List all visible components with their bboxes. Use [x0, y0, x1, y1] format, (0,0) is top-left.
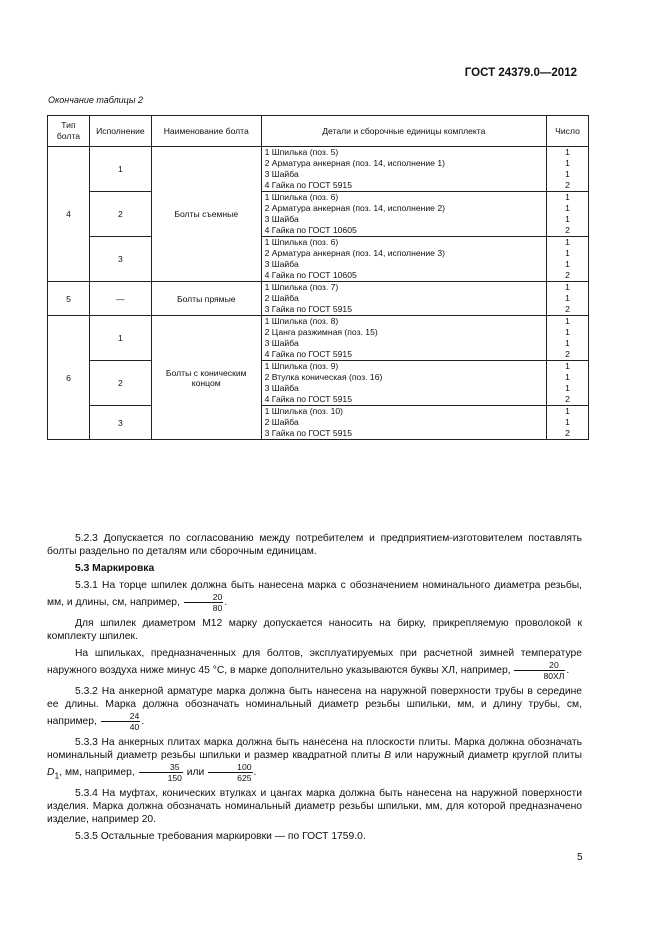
bolt-kit-table	[47, 115, 589, 440]
cell-count	[547, 316, 589, 361]
count-line: 1	[565, 169, 570, 179]
detail-line: 4 Гайка по ГОСТ 10605	[264, 225, 357, 235]
detail-line: 2 Шайба	[264, 293, 299, 303]
detail-line: 4 Гайка по ГОСТ 5915	[264, 180, 352, 190]
header-variant: Исполнение	[89, 116, 151, 147]
header-count: Число	[547, 116, 589, 147]
detail-line: 3 Шайба	[264, 383, 299, 393]
detail-line: 4 Гайка по ГОСТ 5915	[264, 349, 352, 359]
count-line: 1	[565, 248, 570, 258]
count-line: 1	[565, 203, 570, 213]
detail-line: 3 Шайба	[264, 214, 299, 224]
count-line: 1	[565, 237, 570, 247]
cell-bolt-type: 4	[48, 147, 90, 282]
paragraph-5-3-3-text-e: , мм, например,	[59, 767, 135, 779]
detail-line: 1 Шпилька (поз. 6)	[264, 192, 339, 202]
count-line: 1	[565, 282, 570, 292]
variable-d: D	[47, 767, 55, 779]
cell-count	[547, 192, 589, 237]
header-bolt-type: Тип болта	[48, 116, 90, 147]
count-line: 1	[565, 214, 570, 224]
document-id: ГОСТ 24379.0—2012	[464, 67, 577, 79]
detail-line: 3 Гайка по ГОСТ 5915	[264, 428, 352, 438]
count-line: 1	[565, 293, 570, 303]
or-word: или	[186, 767, 205, 779]
detail-line: 2 Арматура анкерная (поз. 14, исполнение 3)	[264, 248, 445, 258]
count-line: 1	[565, 147, 570, 157]
cell-details	[261, 147, 546, 192]
table-header-row	[48, 116, 589, 147]
detail-line: 1 Шпилька (поз. 5)	[264, 147, 339, 157]
cell-count	[547, 361, 589, 406]
detail-line: 3 Шайба	[264, 259, 299, 269]
table-row	[48, 192, 589, 237]
count-line: 2	[565, 428, 570, 438]
variable-d-subscript: 1	[54, 770, 60, 781]
table-row	[48, 316, 589, 361]
fraction-numerator: 100	[208, 762, 252, 773]
fraction-denominator: 80ХЛ	[543, 671, 565, 681]
header-details: Детали и сборочные единицы комплекта	[261, 116, 546, 147]
table-row	[48, 237, 589, 282]
fraction-anchor-example	[101, 711, 141, 732]
cell-bolt-name: Болты с коническим концом	[151, 316, 261, 440]
cell-bolt-name: Болты съемные	[151, 147, 261, 282]
fraction-numerator: 24	[101, 711, 141, 722]
cell-count	[547, 147, 589, 192]
cell-count	[547, 406, 589, 440]
paragraph-5-3-2-text: 5.3.2 На анкерной арматуре марка должна быть нанесена на наружной поверхности трубы в середине ее длины. Марка должна обозначать номинальный диаметр резьбы шпильки, мм, и длину трубы, см, например,	[47, 686, 582, 728]
header-bolt-name: Наименование болта	[151, 116, 261, 147]
cell-variant: 2	[89, 192, 151, 237]
fraction-denominator: 40	[129, 722, 140, 732]
cell-variant: 1	[89, 316, 151, 361]
count-line: 2	[565, 225, 570, 235]
count-line: 1	[565, 192, 570, 202]
paragraph-5-2-3: 5.2.3 Допускается по согласованию между потребителем и предприятием-изготовителем поставлять болты раздельно по деталям или сборочным единицам.	[47, 533, 582, 557]
cell-variant: 3	[89, 237, 151, 282]
detail-line: 2 Арматура анкерная (поз. 14, исполнение 2)	[264, 203, 445, 213]
detail-line: 2 Цанга разжимная (поз. 15)	[264, 327, 378, 337]
fraction-numerator: 20	[514, 660, 565, 671]
body-text	[47, 532, 582, 847]
detail-line: 4 Гайка по ГОСТ 10605	[264, 270, 357, 280]
cell-variant: 3	[89, 406, 151, 440]
paragraph-5-3-5: 5.3.5 Остальные требования маркировки — по ГОСТ 1759.0.	[75, 831, 366, 842]
paragraph-5-3-3-text-c: или наружный диаметр круглой плиты	[394, 750, 582, 761]
detail-line: 1 Шпилька (поз. 7)	[264, 282, 339, 292]
detail-line: 1 Шпилька (поз. 8)	[264, 316, 339, 326]
detail-line: 2 Шайба	[264, 417, 299, 427]
fraction-mark-example-hl	[514, 660, 565, 681]
detail-line: 3 Шайба	[264, 169, 299, 179]
section-title-5-3: 5.3 Маркировка	[75, 563, 155, 574]
fraction-plate-example-2	[208, 762, 252, 783]
detail-line: 1 Шпилька (поз. 6)	[264, 237, 339, 247]
cell-variant: —	[89, 282, 151, 316]
fraction-mark-example	[184, 592, 224, 613]
cell-bolt-type: 5	[48, 282, 90, 316]
cell-bolt-name: Болты прямые	[151, 282, 261, 316]
paragraph-5-3-1-tag: Для шпилек диаметром М12 марку допускается наносить на бирку, прикрепляемую проволокой к комплекту шпилек.	[47, 618, 582, 642]
count-line: 1	[565, 316, 570, 326]
variable-b: B	[384, 750, 392, 761]
count-line: 1	[565, 338, 570, 348]
paragraph-5-3-1-text: 5.3.1 На торце шпилек должна быть нанесена марка с обозначением номинального диаметра резьбы, мм, и длины, см, например,	[47, 580, 582, 609]
cell-details	[261, 361, 546, 406]
cell-details	[261, 406, 546, 440]
detail-line: 1 Шпилька (поз. 9)	[264, 361, 339, 371]
cell-details	[261, 237, 546, 282]
table-row	[48, 282, 589, 316]
paragraph-5-3-4: 5.3.4 На муфтах, конических втулках и цангах марка должна быть нанесена на наружной поверхности изделия. Марка должна обозначать номинальный диаметр резьбы шпильки, мм, для которой предназначено изделие, например 20.	[47, 788, 582, 825]
cell-details	[261, 192, 546, 237]
count-line: 1	[565, 417, 570, 427]
paragraph-5-3-2: 5.3.2 На анкерной арматуре марка должна быть нанесена на наружной поверхности трубы в середине ее длины. Марка должна обозначать номинальный диаметр резьбы шпильки, мм, и длину трубы, см, например, $\frac{24}{40}$ .	[47, 686, 582, 732]
count-line: 1	[565, 372, 570, 382]
cell-variant: 2	[89, 361, 151, 406]
count-line: 2	[565, 394, 570, 404]
count-line: 1	[565, 361, 570, 371]
cell-details	[261, 316, 546, 361]
count-line: 2	[565, 270, 570, 280]
count-line: 1	[565, 259, 570, 269]
paragraph-5-3-1-cold-text: На шпильках, предназначенных для болтов, эксплуатируемых при расчетной зимней температуре наружного воздуха ниже минус 45 °С, в марке дополнительно указываются буквы ХЛ, например,	[47, 648, 582, 677]
page-number: 5	[577, 852, 583, 863]
cell-bolt-type: 6	[48, 316, 90, 440]
paragraph-5-3-3: 5.3.3 На анкерных плитах марка должна быть нанесена на плоскости плиты. Марка должна обозначать номинальный диаметр резьбы шпильки и размер квадратной плиты B или наружный диаметр круглой плиты $D_1$, мм, например, $\frac{35}{150}$ или $\frac{100}{625}$ .	[47, 737, 582, 783]
detail-line: 4 Гайка по ГОСТ 5915	[264, 394, 352, 404]
fraction-denominator: 80	[212, 603, 223, 613]
table-row	[48, 147, 589, 192]
fraction-denominator: 150	[167, 773, 182, 783]
paragraph-5-3-3-text-a: 5.3.3 На анкерных плитах марка должна быть нанесена на плоскости плиты. Марка должна обозначать номинальный диаметр резьбы шпильки и размер квадратной плиты	[47, 737, 582, 761]
detail-line: 2 Втулка коническая (поз. 16)	[264, 372, 383, 382]
fraction-numerator: 20	[184, 592, 224, 603]
count-line: 2	[565, 180, 570, 190]
fraction-plate-example-1	[139, 762, 183, 783]
paragraph-5-3-1-cold: На шпильках, предназначенных для болтов, эксплуатируемых при расчетной зимней температуре наружного воздуха ниже минус 45 °С, в марке дополнительно указываются буквы ХЛ, например, $\frac{20}{80ХЛ}$ .	[47, 648, 582, 681]
detail-line: 3 Гайка по ГОСТ 5915	[264, 304, 352, 314]
count-line: 2	[565, 304, 570, 314]
table-caption: Окончание таблицы 2	[48, 95, 143, 105]
fraction-numerator: 35	[139, 762, 183, 773]
detail-line: 1 Шпилька (поз. 10)	[264, 406, 344, 416]
table-body	[48, 147, 589, 440]
cell-count	[547, 237, 589, 282]
count-line: 1	[565, 406, 570, 416]
count-line: 1	[565, 383, 570, 393]
detail-line: 3 Шайба	[264, 338, 299, 348]
paragraph-5-3-1: 5.3.1 На торце шпилек должна быть нанесена марка с обозначением номинального диаметра резьбы, мм, и длины, см, например, $\frac{20}{80}$ .	[47, 580, 582, 613]
count-line: 1	[565, 327, 570, 337]
table-row	[48, 361, 589, 406]
cell-count	[547, 282, 589, 316]
cell-details	[261, 282, 546, 316]
detail-line: 2 Арматура анкерная (поз. 14, исполнение 1)	[264, 158, 445, 168]
cell-variant: 1	[89, 147, 151, 192]
fraction-denominator: 625	[237, 773, 252, 783]
count-line: 1	[565, 158, 570, 168]
count-line: 2	[565, 349, 570, 359]
table-row	[48, 406, 589, 440]
